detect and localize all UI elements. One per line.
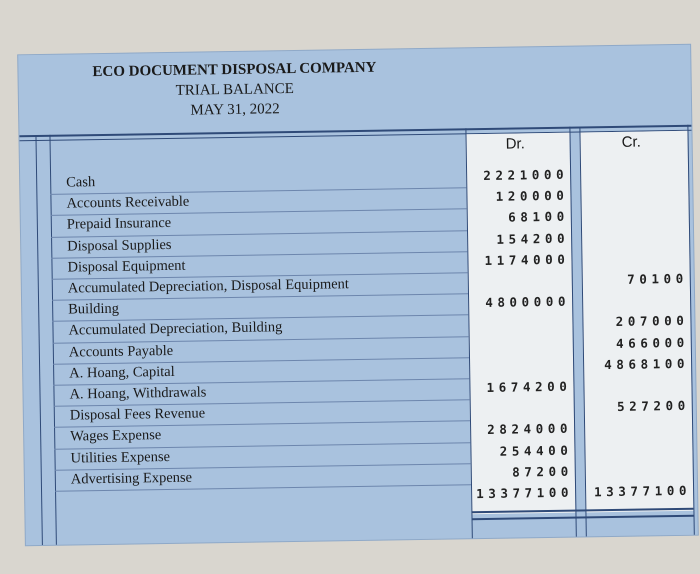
debit-amount: 254400 bbox=[499, 442, 573, 459]
left-margin-line bbox=[35, 135, 42, 545]
company-name: ECO DOCUMENT DISPOSAL COMPANY bbox=[92, 59, 377, 81]
debit-amount: 1674200 bbox=[486, 378, 572, 395]
total-debit: 13377100 bbox=[476, 484, 574, 502]
debit-amount: 4800000 bbox=[485, 293, 571, 311]
debit-amount: 1174000 bbox=[484, 251, 570, 268]
report-title: TRIAL BALANCE bbox=[175, 80, 294, 99]
debit-amount: 2824000 bbox=[487, 421, 573, 438]
account-name: Disposal Equipment bbox=[67, 257, 186, 276]
account-name: Accumulated Depreciation, Building bbox=[68, 319, 283, 339]
credit-amount: 207000 bbox=[615, 313, 689, 330]
account-name: Wages Expense bbox=[70, 427, 162, 445]
debit-header: Dr. bbox=[505, 135, 525, 153]
debit-amount: 120000 bbox=[495, 187, 569, 205]
credit-header: Cr. bbox=[621, 133, 641, 151]
account-name: Disposal Fees Revenue bbox=[69, 405, 206, 424]
total-credit: 13377100 bbox=[593, 482, 692, 500]
account-name: Accumulated Depreciation, Disposal Equipment bbox=[67, 276, 350, 297]
report-date: MAY 31, 2022 bbox=[190, 101, 280, 119]
debit-amount: 2221000 bbox=[483, 166, 569, 184]
account-name: A. Hoang, Capital bbox=[69, 363, 175, 382]
debit-amount: 87200 bbox=[512, 463, 573, 480]
trial-balance-sheet bbox=[18, 45, 698, 545]
row-line bbox=[50, 187, 466, 195]
header bbox=[18, 45, 691, 136]
account-name: Advertising Expense bbox=[70, 469, 193, 488]
credit-amount: 466000 bbox=[615, 334, 689, 351]
credit-amount: 527200 bbox=[616, 397, 690, 415]
debit-amount: 154200 bbox=[496, 230, 570, 247]
account-name: Accounts Payable bbox=[68, 342, 174, 361]
account-name: Building bbox=[68, 300, 120, 318]
account-name: Prepaid Insurance bbox=[66, 215, 172, 233]
total-double-rule-2 bbox=[472, 515, 694, 520]
account-name: Cash bbox=[66, 174, 96, 191]
left-margin-line-2 bbox=[49, 135, 56, 545]
debit-amount: 68100 bbox=[508, 209, 569, 226]
account-name: Utilities Expense bbox=[70, 448, 171, 467]
credit-amount: 70100 bbox=[627, 270, 688, 287]
credit-amount: 4868100 bbox=[604, 355, 690, 372]
account-name: Accounts Receivable bbox=[66, 193, 190, 212]
account-name: Disposal Supplies bbox=[67, 236, 172, 255]
account-name: A. Hoang, Withdrawals bbox=[69, 384, 207, 403]
